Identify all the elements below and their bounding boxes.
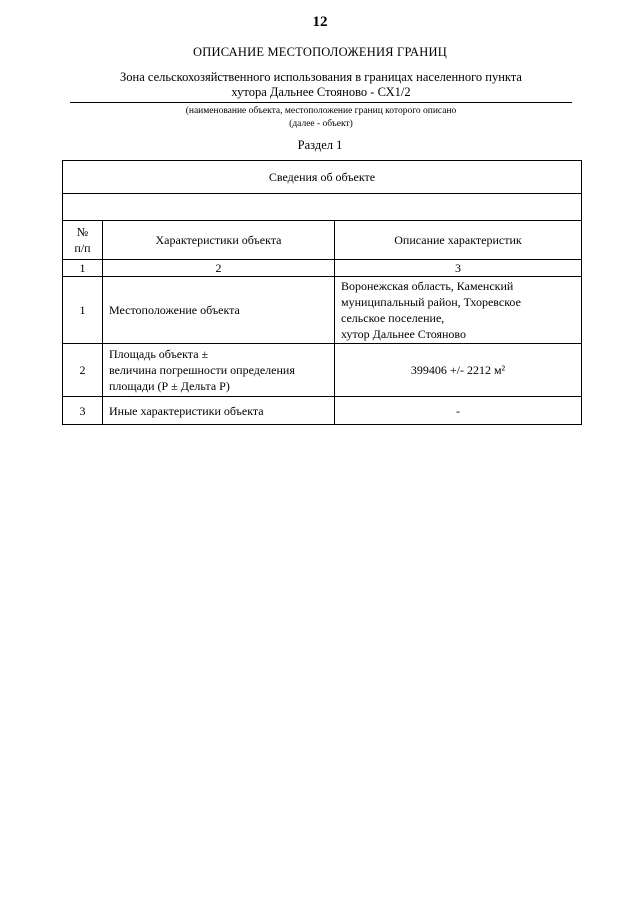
row-characteristic: Местоположение объекта: [103, 277, 335, 344]
row-description: -: [335, 397, 582, 425]
table-row: [63, 277, 582, 344]
table-title-row: [63, 161, 582, 194]
underline-divider: [70, 102, 572, 103]
section-title: Раздел 1: [297, 138, 343, 152]
row-num: 2: [63, 344, 103, 397]
column-header-row: [63, 221, 582, 260]
document-title: ОПИСАНИЕ МЕСТОПОЛОЖЕНИЯ ГРАНИЦ: [193, 45, 447, 59]
page-number: 12: [312, 14, 328, 30]
table-empty-row: [63, 194, 582, 221]
row-num: 1: [63, 277, 103, 344]
column-index-1: 1: [63, 260, 103, 277]
table-row: [63, 397, 582, 425]
row-characteristic: Иные характеристики объекта: [103, 397, 335, 425]
row-num: 3: [63, 397, 103, 425]
row-characteristic: Площадь объекта ± величина погрешности определения площади (Р ± Дельта Р): [103, 344, 335, 397]
object-name-caption: (наименование объекта, местоположение границ которого описано (далее - объект): [185, 106, 457, 129]
column-index-3: 3: [335, 260, 582, 277]
column-index-2: 2: [103, 260, 335, 277]
table-title: Сведения об объекте: [63, 161, 582, 194]
object-name: Зона сельскохозяйственного использования в границах населенного пункта хутора Дальнее Стояново - СХ1/2: [120, 70, 522, 99]
object-info-table: [62, 160, 582, 425]
column-index-row: [63, 260, 582, 277]
column-header-description: Описание характеристик: [335, 221, 582, 260]
column-header-num: № п/п: [63, 221, 103, 260]
column-header-characteristic: Характеристики объекта: [103, 221, 335, 260]
table-row: [63, 344, 582, 397]
empty-cell: [63, 194, 582, 221]
row-description: 399406 +/- 2212 м²: [335, 344, 582, 397]
row-description: Воронежская область, Каменский муниципальный район, Тхоревское сельское поселение, хутор Дальнее Стояново: [335, 277, 582, 344]
